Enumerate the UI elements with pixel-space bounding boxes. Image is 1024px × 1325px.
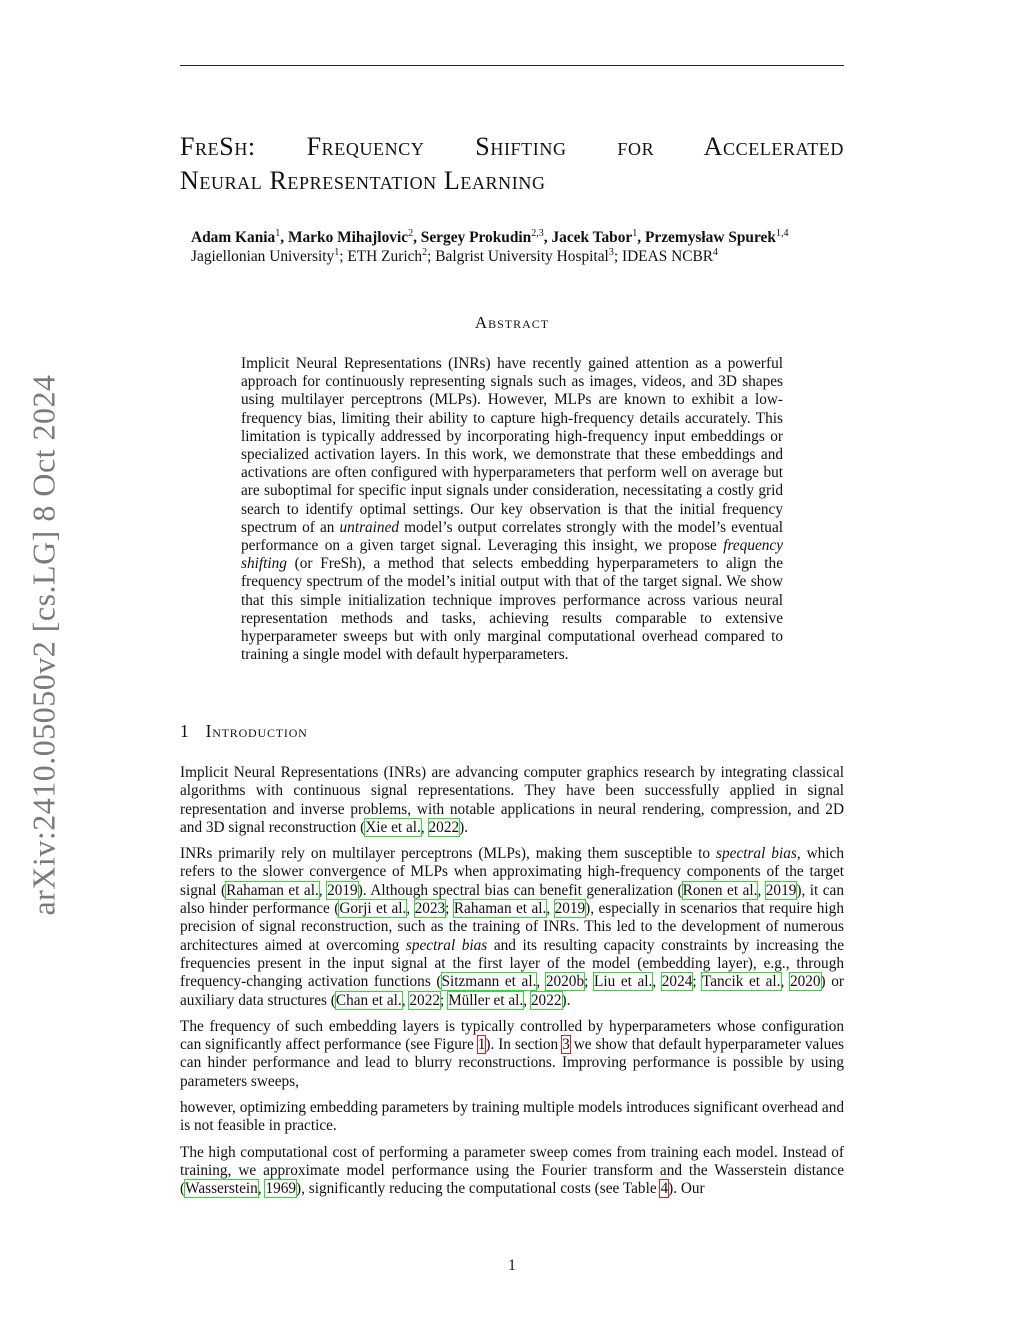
citation-link[interactable]: Müller et al. bbox=[448, 991, 524, 1009]
author-affil-mark: 2,3 bbox=[531, 227, 544, 239]
paper-title bbox=[180, 130, 844, 198]
citation-year-link[interactable]: 2020b bbox=[545, 973, 585, 991]
citation-link[interactable]: Rahaman et al. bbox=[453, 900, 547, 918]
citation-year-link[interactable]: 1969 bbox=[265, 1180, 297, 1198]
author-name: Adam Kania bbox=[191, 229, 276, 246]
affiliation-mark: 1 bbox=[334, 246, 340, 258]
abstract-part: (or FreSh), a method that selects embedding hyperparameters to align the frequency spectrum of the model’s initial output with that of the target signal. We show that this simple initialization technique improves performance across various neural representation methods and tasks, achieving results comparable to extensive hyperparameter sweeps but with only marginal computational overhead compared to training a single model with default hyperparameters. bbox=[241, 555, 783, 664]
author-names: Adam Kania$^1$, Marko Mihajlovic$^2$, Sergey Prokudin$^{2,3}$, Jacek Tabor$^1$, Przemysław Spurek$^{1,4}$ bbox=[191, 227, 789, 246]
citation-link[interactable]: Xie et al. bbox=[365, 818, 421, 836]
text-run: we show that default hyperparameter values can hinder performance and lead to blurry reconstructions. Improving performance is possible by using parameters sweeps, bbox=[180, 1036, 844, 1090]
abstract-part: model’s output correlates strongly with the model’s eventual performance on a given target signal. Leveraging this insight, we propose bbox=[241, 518, 783, 555]
text-run: The high computational cost of performing a parameter sweep comes from training each model. Instead of training, we approximate model performance using the Fourier transform and the Wasserstein distance ( bbox=[180, 1143, 844, 1198]
affiliation-mark: 4 bbox=[713, 246, 719, 258]
author-name: Przemysław Spurek bbox=[644, 229, 776, 246]
emphasis: spectral bias bbox=[405, 936, 488, 954]
author-affil-mark: 1,4 bbox=[775, 227, 789, 239]
citation-link[interactable]: Gorji et al. bbox=[339, 900, 407, 918]
author-name: Sergey Prokudin bbox=[420, 229, 532, 246]
text-run: ). Although spectral bias can benefit generalization ( bbox=[357, 881, 683, 899]
emphasis: spectral bias bbox=[716, 845, 797, 863]
affiliation-mark: 2 bbox=[422, 246, 428, 258]
text-run: ; bbox=[584, 973, 594, 991]
author-name: Jacek Tabor bbox=[551, 229, 633, 246]
citation-link[interactable]: Ronen et al. bbox=[682, 881, 758, 899]
text-run: ). Our bbox=[668, 1180, 705, 1198]
citation-year-link[interactable]: 2022 bbox=[428, 818, 460, 836]
affiliation-name: Jagiellonian University bbox=[191, 248, 335, 265]
abstract-text bbox=[241, 355, 783, 664]
author-name: Marko Mihajlovic bbox=[287, 229, 409, 246]
author-affil-mark: 1 bbox=[275, 227, 281, 239]
text-run: , which refers to the slower convergence of MLPs when approximating high-frequency components of the target signal ( bbox=[180, 845, 844, 899]
citation-year-link[interactable]: 2022 bbox=[409, 991, 440, 1009]
intro-paragraph-3 bbox=[180, 1018, 844, 1091]
figure-ref-link[interactable]: 1 bbox=[477, 1036, 486, 1054]
title-line-2: Neural Representation Learning bbox=[180, 166, 546, 195]
affiliation-mark: 3 bbox=[608, 246, 614, 258]
citation-year-link[interactable]: 2019 bbox=[765, 881, 797, 899]
text-run: INRs primarily rely on multilayer perceptrons (MLPs), making them susceptible to bbox=[180, 845, 717, 863]
abstract-emphasis: untrained bbox=[339, 518, 400, 536]
intro-paragraph-2: INRs primarily rely on multilayer perceptrons (MLPs), making them susceptible to spectral bias, which refers to the slower convergence of MLPs when approximating high-frequency components of the target signal (Rahaman et al., 2019). Although spectral bias can benefit generalization (Ronen et al., 2019), it can also hinder performance (Gorji et al., 2023; Rahaman et al., 2019), especially in scenarios that require high precision of signal reconstruction, such as the training of INRs. This led to the development of numerous architectures aimed at overcoming spectral bias and its resulting capacity constraints by increasing the frequencies present in the input signal at the first layer of the model (embedding layer), e.g., through frequency-changing activation functions (Sitzmann et al., 2020b; Liu et al., 2024; Tancik et al., 2020) or auxiliary data structures (Chan et al., 2022; Müller et al., 2022). bbox=[180, 845, 844, 1009]
text-run: ; bbox=[692, 973, 702, 991]
affiliation-name: ETH Zurich bbox=[347, 248, 423, 265]
introduction-body bbox=[180, 764, 844, 1207]
author-affil-mark: 1 bbox=[632, 227, 638, 239]
citation-year-link[interactable]: 2023 bbox=[414, 900, 446, 918]
text-run: Implicit Neural Representations (INRs) are advancing computer graphics research by integrating classical algorithms with continuous signal representations. They have been successfully applied in signal representation and inverse problems, with notable applications in neural rendering, compression, and 2D and 3D signal reconstruction ( bbox=[180, 764, 844, 836]
text-run: ). bbox=[459, 818, 469, 836]
intro-paragraph-1: Implicit Neural Representations (INRs) are advancing computer graphics research by integrating classical algorithms with continuous signal representations. They have been successfully applied in signal representation and inverse problems, with notable applications in neural rendering, compression, and 2D and 3D signal reconstruction (Xie et al., 2022). bbox=[180, 764, 844, 836]
section-ref-link[interactable]: 3 bbox=[562, 1036, 570, 1054]
arxiv-side-stamp: arXiv:2410.05050v2 [cs.LG] 8 Oct 2024 bbox=[25, 374, 62, 916]
text-run: ). In section bbox=[485, 1036, 563, 1054]
citation-year-link[interactable]: 2020 bbox=[789, 973, 821, 991]
section-number: 1 bbox=[180, 721, 190, 741]
title-line-1: FreSh: Frequency Shifting for Accelerated bbox=[180, 132, 844, 161]
text-run: ; bbox=[439, 991, 449, 1009]
affiliations: Jagiellonian University$^1$; ETH Zurich$^2$; Balgrist University Hospital$^3$; IDEAS NCBR$^4$ bbox=[191, 246, 719, 265]
page-number: 1 bbox=[508, 1257, 516, 1274]
text-run: and its resulting capacity constraints by increasing the frequencies present in the input signal at the first layer of the model (embedding layer), e.g., through frequency-changing activation functions ( bbox=[180, 936, 844, 991]
affiliation-name: Balgrist University Hospital bbox=[435, 248, 609, 265]
citation-link[interactable]: Rahaman et al. bbox=[226, 881, 319, 899]
intro-paragraph-4: however, optimizing embedding parameters by training multiple models introduces significant overhead and is not feasible in practice. bbox=[180, 1099, 844, 1135]
citation-year-link[interactable]: 2019 bbox=[327, 881, 358, 899]
citation-year-link[interactable]: 2022 bbox=[530, 991, 562, 1009]
text-run: ). bbox=[561, 991, 571, 1009]
citation-link[interactable]: Liu et al. bbox=[593, 973, 653, 991]
text-run: ), significantly reducing the computational costs (see Table bbox=[296, 1180, 661, 1198]
author-block bbox=[191, 228, 871, 266]
section-title: Introduction bbox=[205, 721, 308, 741]
abstract-heading: Abstract bbox=[474, 313, 550, 332]
abstract-part: Implicit Neural Representations (INRs) have recently gained attention as a powerful approach for continuously representing signals such as images, videos, and 3D shapes using multilayer perceptrons (MLPs). However, MLPs are known to exhibit a low-frequency bias, limiting their ability to capture high-frequency details accurately. This limitation is typically addressed by incorporating high-frequency input embeddings or specialized activation layers. In this work, we demonstrate that these embeddings and activations are often configured with hyperparameters that perform well on average but are suboptimal for specific input signals under consideration, necessitating a costly grid search to identify optimal settings. Our key observation is that the initial frequency spectrum of an bbox=[241, 355, 783, 536]
citation-link[interactable]: Chan et al. bbox=[335, 991, 402, 1009]
text-run: ), it can also hinder performance ( bbox=[180, 881, 844, 918]
top-rule bbox=[180, 65, 844, 66]
affiliation-name: IDEAS NCBR bbox=[621, 248, 714, 265]
author-affil-mark: 2 bbox=[408, 227, 414, 239]
text-run: ), especially in scenarios that require high precision of signal reconstruction, such as the training of INRs. This led to the development of numerous architectures aimed at overcoming bbox=[180, 900, 844, 954]
text-run: ) or auxiliary data structures ( bbox=[180, 973, 844, 1009]
section-heading-introduction bbox=[180, 721, 308, 742]
text-run: The frequency of such embedding layers is typically controlled by hyperparameters whose configuration can significantly affect performance (see Figure bbox=[180, 1017, 844, 1054]
citation-link[interactable]: Wasserstein bbox=[185, 1180, 258, 1198]
text-run: ; bbox=[445, 900, 454, 918]
abstract-emphasis: frequency shifting bbox=[241, 537, 783, 573]
citation-year-link[interactable]: 2024 bbox=[661, 973, 693, 991]
citation-link[interactable]: Sitzmann et al. bbox=[441, 973, 537, 991]
table-ref-link[interactable]: 4 bbox=[660, 1180, 669, 1198]
citation-year-link[interactable]: 2019 bbox=[554, 900, 586, 918]
citation-link[interactable]: Tancik et al. bbox=[701, 973, 781, 991]
intro-paragraph-5: The high computational cost of performing a parameter sweep comes from training each model. Instead of training, we approximate model performance using the Fourier transform and the Wasserstein distance (Wasserstein, 1969), significantly reducing the computational costs (see Table 4). Our bbox=[180, 1143, 844, 1198]
